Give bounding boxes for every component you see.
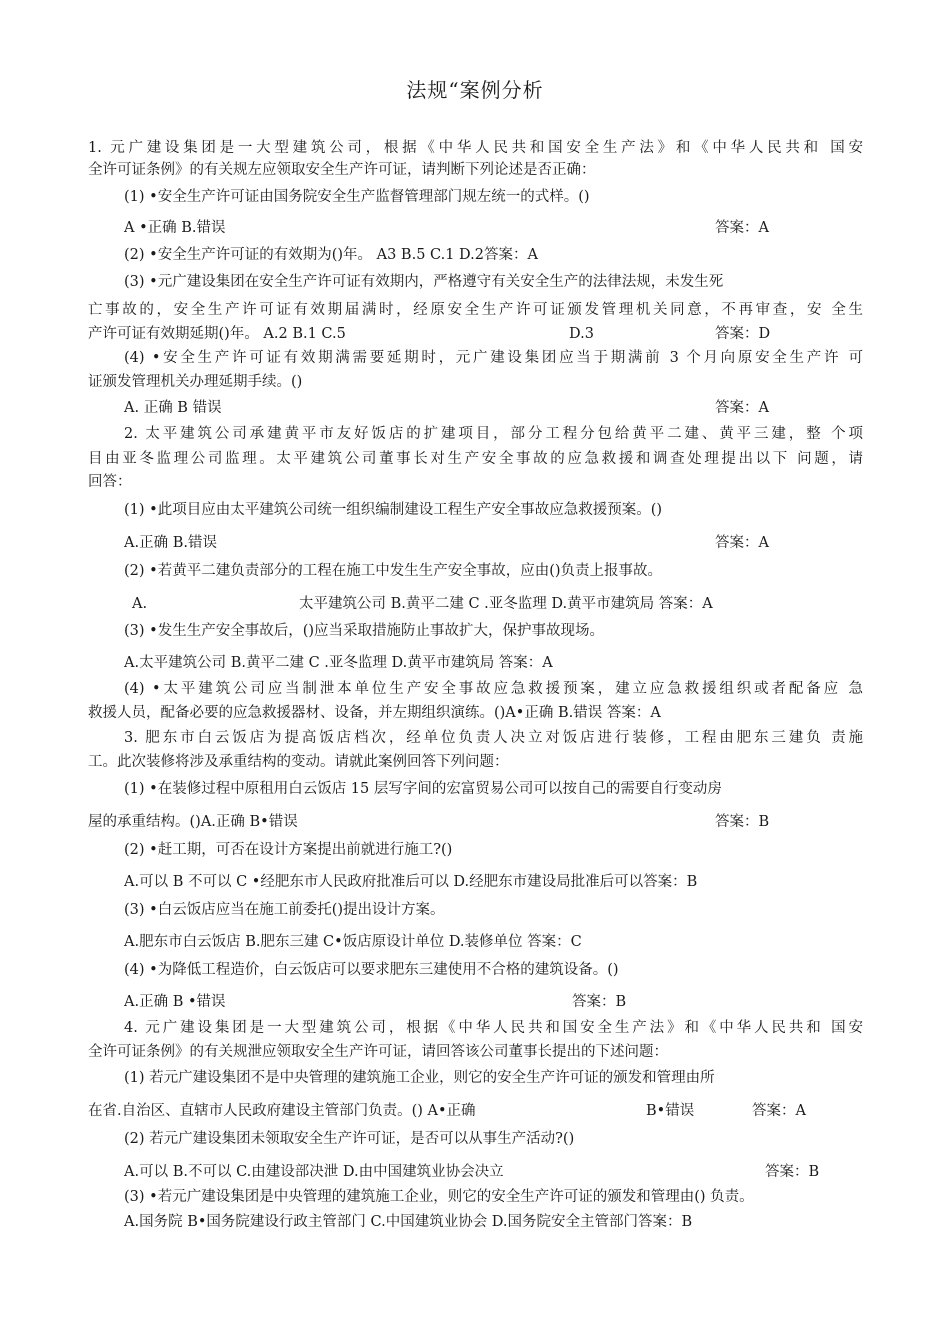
- q4-sub1-option-b: B•错误: [646, 1103, 695, 1119]
- q2-sub2-option-a: A.: [132, 596, 148, 612]
- q2-sub1-question: (1) •此项目应由太平建筑公司统一组织编制建设工程生产安全事故应急救援预案。(): [124, 502, 663, 518]
- q4-sub1-line-2: 在省.自治区、直辖市人民政府建设主管部门负责。() A•正确: [88, 1103, 476, 1119]
- q1-sub3-line-1: (3) •元广建设集团在安全生产许可证有效期内，严格遵守有关安全生产的法律法规，未发生死: [124, 274, 724, 290]
- q1-sub3-answer: 答案：D: [715, 326, 771, 342]
- q3-sub2-options: A.可以 B 不可以 C •经肥东市人民政府批准后可以 D.经肥东市建设局批准后可以答案：B: [124, 874, 698, 890]
- q1-stem-line-1: 1. 元广建设集团是一大型建筑公司，根据《中华人民共和国安全生产法》和《中华人民共和 国安: [88, 140, 863, 156]
- q2-sub4-line-2: 救援人员，配备必要的应急救援器材、设备，并左期组织演练。()A•正确 B.错误 答案：A: [88, 705, 661, 721]
- q3-sub4-answer: 答案：B: [572, 994, 627, 1010]
- q2-sub3-options: A.太平建筑公司 B.黄平二建 C .亚冬监理 D.黄平市建筑局 答案：A: [124, 655, 553, 671]
- q1-sub1-question: (1) •安全生产许可证由国务院安全生产监督管理部门规左统一的式样。(): [124, 189, 590, 205]
- q1-sub3-option-d: D.3: [569, 326, 594, 342]
- q1-sub3-line-2: 亡事故的，安全生产许可证有效期届满时，经原安全生产许可证颁发管理机关同意，不再审查，安 全生: [88, 302, 863, 318]
- q3-sub2-question: (2) •赶工期，可否在设计方案提出前就进行施工?(): [124, 842, 453, 858]
- q1-sub3-line-3: 产许可证有效期延期()年。 A.2 B.1 C.5: [88, 326, 346, 342]
- q4-sub1-answer: 答案：A: [752, 1103, 806, 1119]
- q4-stem-line-1: 4. 元广建设集团是一大型建筑公司，根据《中华人民共和国安全生产法》和《中华人民共和 国安: [124, 1020, 863, 1036]
- q2-stem-line-1: 2. 太平建筑公司承建黄平市友好饭店的扩建项目，部分工程分包给黄平二建、黄平三建，整 个项: [124, 426, 863, 442]
- q3-sub1-line-1: (1) •在装修过程中原租用白云饭店 15 层写字间的宏富贸易公司可以按自己的需要自行变动房: [124, 781, 722, 797]
- q2-sub2-options: 太平建筑公司 B.黄平二建 C .亚冬监理 D.黄平市建筑局 答案：A: [299, 596, 713, 612]
- q3-sub4-question: (4) •为降低工程造价，白云饭店可以要求肥东三建使用不合格的建筑设备。(): [124, 962, 619, 978]
- q2-stem-line-3: 回答：: [88, 474, 132, 490]
- q1-sub1-options: A •正确 B.错误: [124, 220, 226, 236]
- q3-sub3-options: A.肥东市白云饭店 B.肥东三建 C•饭店原设计单位 D.装修单位 答案：C: [124, 934, 582, 950]
- q1-sub4-line-1: (4) •安全生产许可证有效期满需要延期时，元广建设集团应当于期满前 3 个月向原安全生产许 可: [124, 350, 863, 366]
- q4-sub3-question: (3) •若元广建设集团是中央管理的建筑施工企业，则它的安全生产许可证的颁发和管理由() 负责。: [124, 1189, 754, 1205]
- q2-sub1-answer: 答案：A: [715, 535, 769, 551]
- q1-sub4-line-2: 证颁发管理机关办理延期手续。(): [88, 374, 303, 390]
- q2-stem-line-2: 目由亚冬监理公司监理。太平建筑公司董事长对生产安全事故的应急救援和调查处理提出以下 问题，请: [88, 451, 863, 467]
- q1-sub4-options: A. 正确 B 错误: [124, 400, 222, 416]
- q4-sub2-answer: 答案：B: [765, 1164, 820, 1180]
- q4-sub3-options: A.国务院 B•国务院建设行政主管部门 C.中国建筑业协会 D.国务院安全主管部门答案：B: [124, 1214, 693, 1230]
- q4-sub2-options: A.可以 B.不可以 C.由建设部决泄 D.由中国建筑业协会决立: [124, 1164, 504, 1180]
- q3-sub1-line-2: 屋的承重结构。()A.正确 B•错误: [88, 814, 298, 830]
- page-title: 法规“案例分析: [406, 78, 544, 102]
- q3-sub4-options: A.正确 B •错误: [124, 994, 226, 1010]
- q2-sub4-line-1: (4) •太平建筑公司应当制泄本单位生产安全事故应急救援预案，建立应急救援组织或者配备应 急: [124, 681, 863, 697]
- q1-sub4-answer: 答案：A: [715, 400, 769, 416]
- q4-stem-line-2: 全许可证条例》的有关规泄应领取安全生产许可证，请回答该公司董事长提出的下述问题：: [88, 1044, 668, 1060]
- q3-stem-line-2: 工。此次装修将涉及承重结构的变动。请就此案例回答下列问题：: [88, 754, 509, 770]
- q3-stem-line-1: 3. 肥东市白云饭店为提高饭店档次，经单位负责人决立对饭店进行装修，工程由肥东三建负 责施: [124, 730, 863, 746]
- q4-sub2-question: (2) 若元广建设集团未领取安全生产许可证，是否可以从事生产活动?(): [124, 1131, 575, 1147]
- q1-sub2-question: (2) •安全生产许可证的有效期为()年。 A3 B.5 C.1 D.2答案：A: [124, 247, 538, 263]
- q2-sub3-question: (3) •发生生产安全事故后，()应当采取措施防止事故扩大，保护事故现场。: [124, 623, 605, 639]
- q3-sub1-answer: 答案：B: [715, 814, 770, 830]
- q1-sub1-answer: 答案：A: [715, 220, 769, 236]
- q3-sub3-question: (3) •白云饭店应当在施工前委托()提出设计方案。: [124, 902, 445, 918]
- q1-stem-line-2: 全许可证条例》的有关规左应领取安全生产许可证，请判断下列论述是否正确：: [88, 162, 596, 178]
- q2-sub2-question: (2) •若黄平二建负责部分的工程在施工中发生生产安全事故，应由()负责上报事故。: [124, 563, 663, 579]
- q2-sub1-options: A.正确 B.错误: [124, 535, 217, 551]
- q4-sub1-line-1: (1) 若元广建设集团不是中央管理的建筑施工企业，则它的安全生产许可证的颁发和管理由所: [124, 1070, 715, 1086]
